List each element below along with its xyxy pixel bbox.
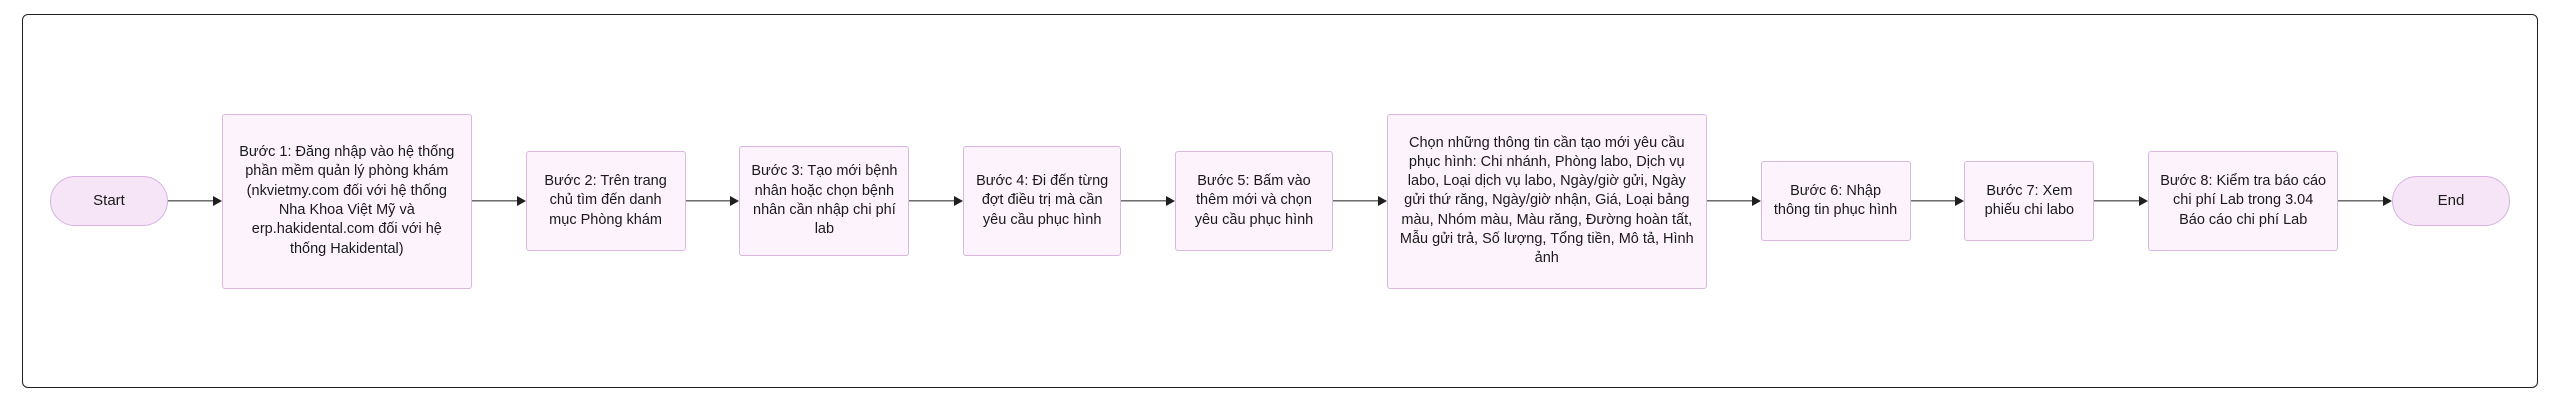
arrow-step4-to-step5 (1121, 195, 1175, 207)
node-step-1[interactable]: Bước 1: Đăng nhập vào hệ thống phần mềm quản lý phòng khám (nkvietmy.com đối với hệ thống Nha Khoa Việt Mỹ và erp.hakidental.com đối với hệ thống Hakidental) (222, 114, 472, 289)
node-step-5[interactable]: Bước 5: Bấm vào thêm mới và chọn yêu cầu phục hình (1175, 151, 1333, 251)
node-step-3[interactable]: Bước 3: Tạo mới bệnh nhân hoặc chọn bệnh nhân cần nhập chi phí lab (739, 146, 909, 256)
arrow-step2-to-step3 (686, 195, 740, 207)
node-step-4[interactable]: Bước 4: Đi đến từng đợt điều trị mà cần yêu cầu phục hình (963, 146, 1121, 256)
node-restoration-request-details[interactable]: Chọn những thông tin cần tạo mới yêu cầu phục hình: Chi nhánh, Phòng labo, Dịch vụ labo, Loại dịch vụ labo, Ngày/giờ gửi, Ngày gửi thứ răng, Ngày/giờ nhận, Giá, Loại bảng màu, Nhóm màu, Màu răng, Đường hoàn tất, Mẫu gửi trả, Số lượng, Tổng tiền, Mô tả, Hình ảnh (1387, 114, 1707, 289)
node-start[interactable]: Start (50, 176, 168, 226)
node-step-7[interactable]: Bước 7: Xem phiếu chi labo (1964, 161, 2094, 241)
arrow-start-to-step1 (168, 195, 222, 207)
arrow-step6-to-step7 (1911, 195, 1965, 207)
node-step-2[interactable]: Bước 2: Trên trang chủ tìm đến danh mục Phòng khám (526, 151, 686, 251)
arrow-step1-to-step2 (472, 195, 526, 207)
node-step-8[interactable]: Bước 8: Kiểm tra báo cáo chi phí Lab trong 3.04 Báo cáo chi phí Lab (2148, 151, 2338, 251)
flowchart-sequence (22, 14, 2538, 388)
arrow-step8-to-end (2338, 195, 2392, 207)
arrow-step3-to-step4 (909, 195, 963, 207)
arrow-step5-to-detail (1333, 195, 1387, 207)
arrow-step7-to-step8 (2094, 195, 2148, 207)
arrow-detail-to-step6 (1707, 195, 1761, 207)
node-end[interactable]: End (2392, 176, 2510, 226)
node-step-6[interactable]: Bước 6: Nhập thông tin phục hình (1761, 161, 1911, 241)
